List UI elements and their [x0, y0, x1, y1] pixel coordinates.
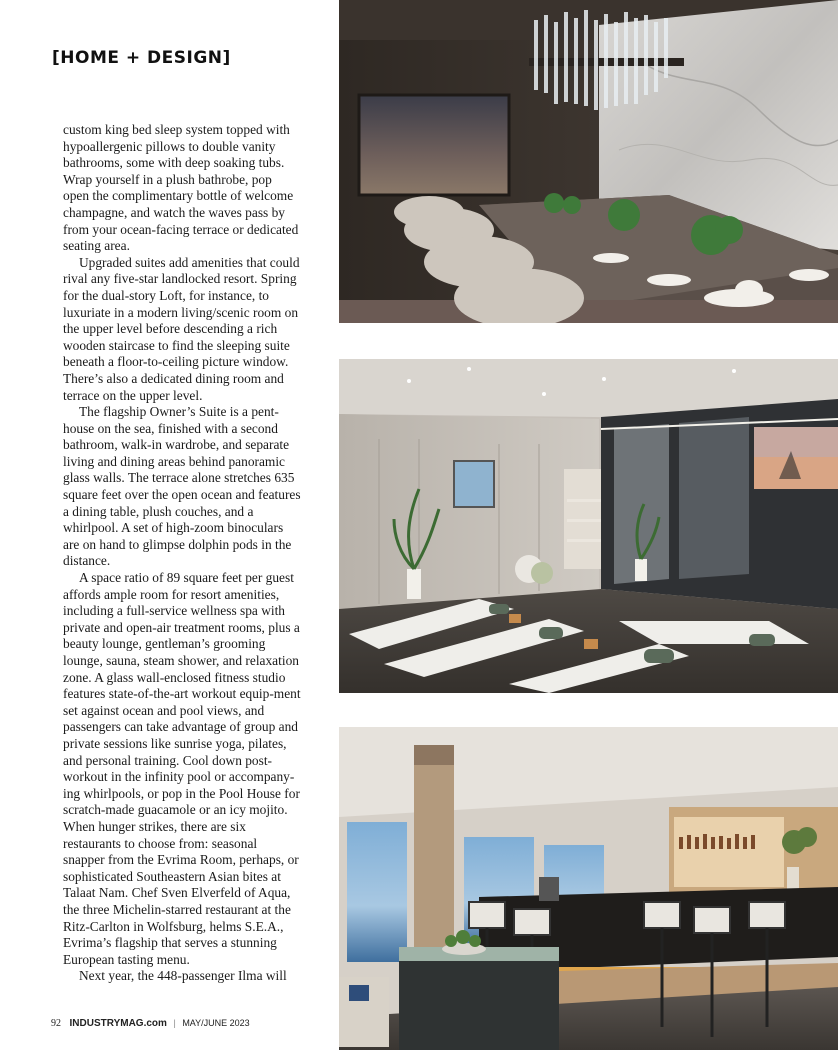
page-footer [51, 1018, 250, 1029]
issue-date: MAY/JUNE 2023 [182, 1018, 250, 1028]
footer-separator: | [173, 1018, 176, 1028]
page-number: 92 [51, 1018, 61, 1029]
dining-room-photo [339, 0, 838, 323]
section-label: [HOME + DESIGN] [52, 48, 231, 68]
article-paragraph: Next year, the 448-passenger Ilma will [79, 968, 287, 984]
article-paragraph: A space ratio of 89 square feet per guest affords ample room for resort amenities, including a full-service wellness spa with private and open-air treatment rooms, plus a beauty lounge, gentleman’s grooming lounge, sauna, steam shower, and relaxation zone. A glass wall-enclosed fitness studio features state-of-the-art workout equip-ment set against ocean and pool views, and passengers can take advantage of group and private sessions like sunrise yoga, pilates, and personal training. Cool down post-workout in the infinity pool or accompany-ing whirlpools, or pop in the Pool House for scratch-made guacamole or an icy mojito. When hunger strikes, there are six restaurants to choose from: seasonal snapper from the Evrima Room, perhaps, or sophisticated Southeastern Asian bites at Talaat Nam. Chef Sven Elverfeld of Aqua, the three Michelin-starred restaurant at the Ritz-Carlton in Wolfsburg, helms S.E.A., Evrima’s flagship that serves a stunning European tasting menu. [63, 570, 301, 967]
fitness-studio-photo [339, 359, 838, 693]
article-paragraph: custom king bed sleep system topped with hypoallergenic pillows to double vanity bathrooms, some with deep soaking tubs. Wrap yourself in a plush bathrobe, pop open the complimentary bottle of welcome champagne, and watch the waves pass by from your ocean-facing terrace or dedicated seating area. [63, 122, 299, 254]
article-paragraph: Upgraded suites add amenities that could rival any five-star landlocked resort. Spring for the dual-story Loft, for instance, to luxuriate in a modern living/scenic room on the upper level before descending a rich wooden staircase to find the sleeping suite beneath a floor-to-ceiling picture window. There’s also a dedicated dining room and terrace on the upper level. [63, 254, 300, 403]
magazine-name: INDUSTRYMAG.com [69, 1018, 167, 1029]
article-paragraph: The flagship Owner’s Suite is a pent-house on the sea, finished with a second bathroom, walk-in wardrobe, and separate living and dining areas behind panoramic glass walls. The terrace alone stretches 635 square feet over the open ocean and features a dining table, plush couches, and a whirlpool. A set of high-zoom binoculars are on hand to glimpse dolphin pods in the distance. [63, 404, 301, 569]
bar-lounge-photo [339, 727, 838, 1050]
article-body [63, 122, 301, 985]
